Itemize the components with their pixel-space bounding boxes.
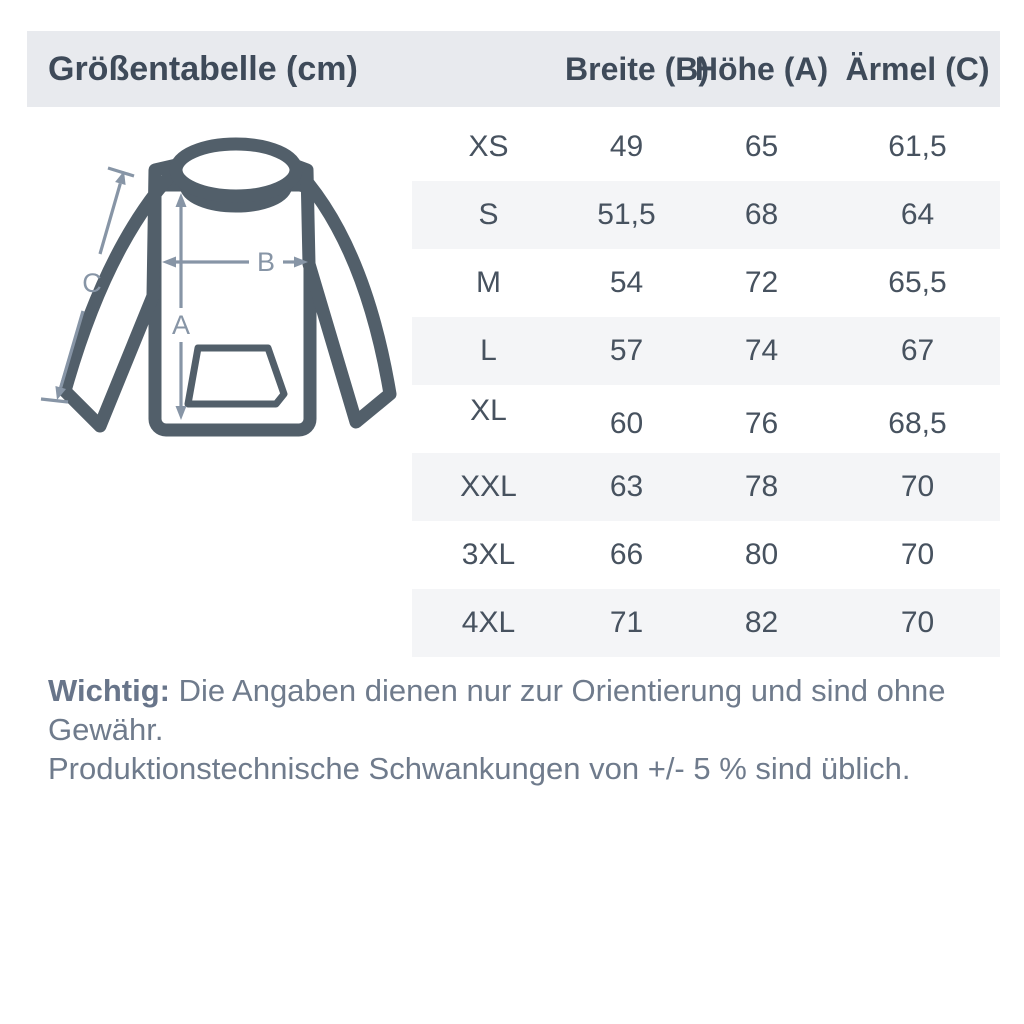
measurement-value-breite: 57 [609, 334, 644, 367]
measurement-value-aermel: 67 [900, 334, 935, 367]
size-label: 4XL [461, 606, 516, 639]
size-label: S [478, 198, 499, 231]
size-label: L [480, 334, 497, 367]
size-label: XXL [460, 470, 517, 503]
table-row [412, 589, 1000, 657]
size-label: M [476, 266, 501, 299]
table-column-headers [412, 31, 1000, 107]
label-c: C [82, 268, 102, 298]
hood-inner-ring [176, 144, 296, 196]
page-title: Größentabelle (cm) [48, 49, 358, 88]
measurement-value-hoehe: 72 [744, 266, 779, 299]
footer-note [48, 671, 998, 788]
table-row [412, 249, 1000, 317]
hoodie-measurement-diagram [38, 128, 408, 458]
measurement-value-aermel: 61,5 [888, 130, 947, 163]
measurement-value-aermel: 68,5 [888, 407, 947, 440]
footer-text-1: Die Angaben dienen nur zur Orientierung und sind ohne Gewähr. [48, 673, 946, 747]
measurement-value-breite: 51,5 [597, 198, 656, 231]
measurement-value-hoehe: 80 [744, 538, 779, 571]
measurement-value-aermel: 64 [900, 198, 935, 231]
measurement-value-breite: 54 [609, 266, 644, 299]
table-row [412, 453, 1000, 521]
measurement-value-hoehe: 74 [744, 334, 779, 367]
column-header-breite: Breite (B) [565, 50, 710, 87]
measurement-value-breite: 66 [609, 538, 644, 571]
size-label: XL [470, 394, 507, 427]
size-label: 3XL [461, 538, 516, 571]
column-header-hoehe: Höhe (A) [694, 50, 829, 87]
measurement-value-hoehe: 82 [744, 606, 779, 639]
measurement-value-breite: 63 [609, 470, 644, 503]
footer-line-2 [48, 749, 998, 788]
hoodie-pocket [188, 348, 284, 404]
measurement-value-hoehe: 76 [744, 407, 779, 440]
footer-line-1 [48, 671, 998, 749]
table-row [412, 385, 1000, 453]
footer-bold-label: Wichtig: [48, 673, 170, 708]
size-label: XS [468, 130, 509, 163]
label-a: A [171, 310, 191, 340]
size-table-rows [412, 113, 1000, 657]
measurement-value-aermel: 70 [900, 470, 935, 503]
table-row [412, 113, 1000, 181]
measurement-value-aermel: 70 [900, 606, 935, 639]
measurement-value-breite: 71 [609, 606, 644, 639]
column-header-aermel: Ärmel (C) [845, 50, 990, 87]
measurement-value-hoehe: 65 [744, 130, 779, 163]
table-row [412, 317, 1000, 385]
label-b: B [256, 247, 276, 277]
table-row [412, 521, 1000, 589]
table-row [412, 181, 1000, 249]
table-header-band [27, 31, 1000, 107]
measurement-value-breite: 60 [609, 407, 644, 440]
footer-text-2: Produktionstechnische Schwankungen von +/- 5 % sind üblich. [48, 751, 911, 786]
measurement-value-hoehe: 78 [744, 470, 779, 503]
measurement-value-hoehe: 68 [744, 198, 779, 231]
measurement-value-aermel: 70 [900, 538, 935, 571]
measurement-value-breite: 49 [609, 130, 644, 163]
measurement-value-aermel: 65,5 [888, 266, 947, 299]
